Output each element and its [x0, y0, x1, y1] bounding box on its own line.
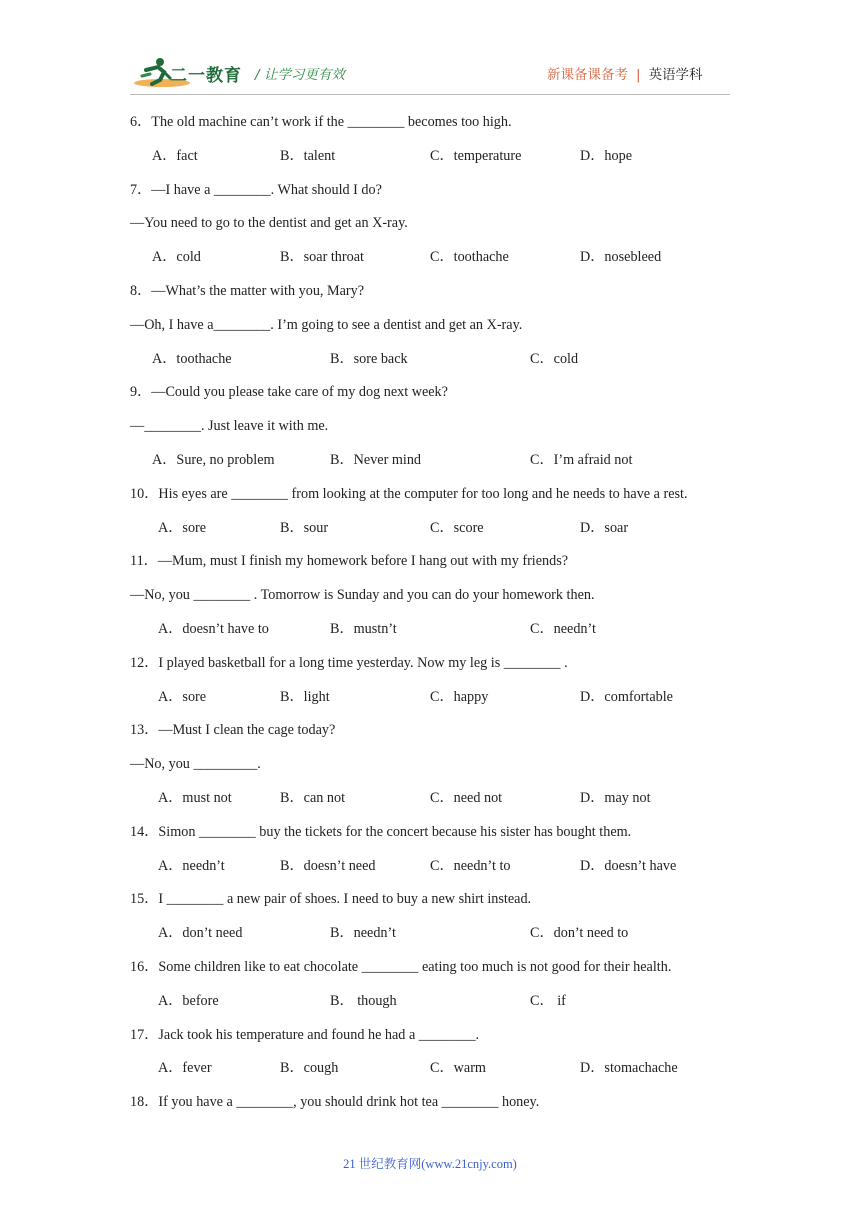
subject-area: [547, 63, 703, 83]
answer-option: C．warm: [430, 1060, 486, 1076]
answer-option: A．toothache: [152, 351, 232, 367]
answer-option: B．light: [280, 689, 330, 705]
answer-option: C．temperature: [430, 148, 522, 164]
question-stem: 14．Simon ________ buy the tickets for the concert because his sister has bought them.: [130, 824, 632, 840]
question-line: —Oh, I have a________. I’m going to see a dentist and get an X-ray.: [130, 317, 523, 333]
question-stem: 16．Some children like to eat chocolate ________ eating too much is not good for their health.: [130, 959, 672, 975]
answer-option: A．don’t need: [158, 925, 243, 941]
answer-option: C．toothache: [430, 249, 509, 265]
question-stem: 10．His eyes are ________ from looking at the computer for too long and he needs to have a rest.: [130, 486, 688, 502]
logo-text: 二一教育: [170, 66, 242, 86]
answer-option: C．I’m afraid not: [530, 452, 633, 468]
answer-option: C．need not: [430, 790, 503, 806]
answer-option: B．doesn’t need: [280, 858, 376, 874]
answer-option: D．stomachache: [580, 1060, 678, 1076]
question-line: —No, you ________ . Tomorrow is Sunday and you can do your homework then.: [130, 587, 595, 603]
answer-option: D．nosebleed: [580, 249, 662, 265]
answer-option: A．must not: [158, 790, 232, 806]
answer-option: A．fact: [152, 148, 198, 164]
answer-option: A．fever: [158, 1060, 212, 1076]
answer-option: D．doesn’t have: [580, 858, 677, 874]
answer-option: A．cold: [152, 249, 201, 265]
answer-option: B．needn’t: [330, 925, 396, 941]
question-stem: 18．If you have a ________, you should drink hot tea ________ honey.: [130, 1094, 540, 1110]
question-stem: 7．—I have a ________. What should I do?: [130, 182, 382, 198]
header-divider: |: [636, 67, 641, 83]
question-stem: 11．—Mum, must I finish my homework before I hang out with my friends?: [130, 553, 569, 569]
question-stem: 15．I ________ a new pair of shoes. I need to buy a new shirt instead.: [130, 891, 532, 907]
answer-option: B．cough: [280, 1060, 339, 1076]
page-footer: 21 世纪教育网(www.21cnjy.com): [343, 1157, 517, 1171]
question-stem: 12．I played basketball for a long time yesterday. Now my leg is ________ .: [130, 655, 568, 671]
subject-name: 英语学科: [648, 67, 703, 83]
answer-option: A．sore: [158, 689, 207, 705]
answer-option: C．happy: [430, 689, 489, 705]
question-stem: 13．—Must I clean the cage today?: [130, 722, 336, 738]
question-stem: 6．The old machine can’t work if the ________ becomes too high.: [130, 114, 512, 130]
answer-option: B． though: [330, 993, 397, 1009]
answer-option: A．doesn’t have to: [158, 621, 269, 637]
answer-option: C．needn’t to: [430, 858, 511, 874]
question-stem: 9．—Could you please take care of my dog next week?: [130, 384, 448, 400]
answer-option: D．may not: [580, 790, 651, 806]
answer-option: B．soar throat: [280, 249, 364, 265]
subject-label: 新课备课备考: [547, 67, 628, 83]
answer-option: D．soar: [580, 520, 629, 536]
question-line: —No, you _________.: [130, 756, 261, 772]
answer-option: B．Never mind: [330, 452, 422, 468]
answer-option: C．cold: [530, 351, 579, 367]
answer-option: B．sore back: [330, 351, 408, 367]
answer-option: C．needn’t: [530, 621, 596, 637]
question-stem: 8．—What’s the matter with you, Mary?: [130, 283, 365, 299]
answer-option: A．sore: [158, 520, 207, 536]
question-line: —You need to go to the dentist and get an X-ray.: [130, 215, 408, 231]
answer-option: B．can not: [280, 790, 346, 806]
answer-option: A．before: [158, 993, 219, 1009]
header-rule: [130, 94, 730, 95]
page-header: [0, 0, 860, 100]
answer-option: D．comfortable: [580, 689, 673, 705]
slogan: / 让学习更有效: [255, 67, 345, 83]
answer-option: C． if: [530, 993, 566, 1009]
answer-option: D．hope: [580, 148, 633, 164]
answer-option: A．Sure, no problem: [152, 452, 275, 468]
answer-option: C．don’t need to: [530, 925, 629, 941]
question-stem: 17．Jack took his temperature and found he had a ________.: [130, 1027, 480, 1043]
answer-option: B．mustn’t: [330, 621, 397, 637]
answer-option: B．talent: [280, 148, 336, 164]
answer-option: C．score: [430, 520, 484, 536]
answer-option: B．sour: [280, 520, 329, 536]
answer-option: A．needn’t: [158, 858, 225, 874]
question-line: —________. Just leave it with me.: [130, 418, 329, 434]
